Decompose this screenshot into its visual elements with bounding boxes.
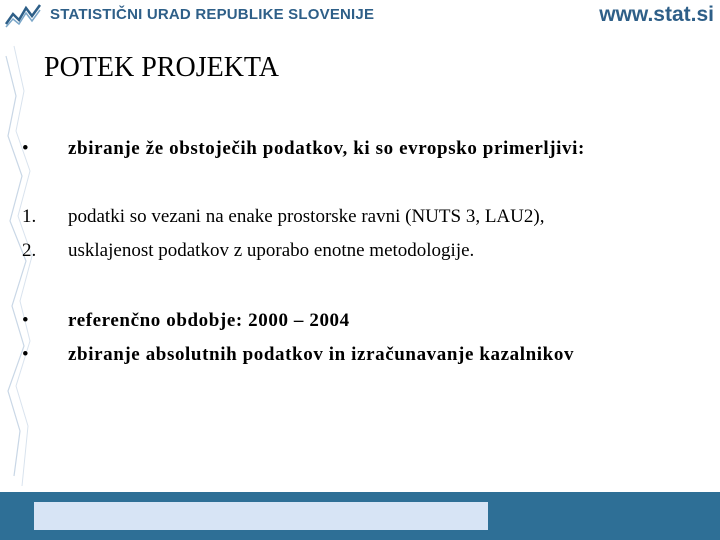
bullet-marker: •	[22, 138, 29, 159]
numbered-text: usklajenost podatkov z uporabo enotne metodologije.	[68, 240, 475, 261]
footer-box	[34, 502, 488, 530]
bullet-item-1	[0, 132, 720, 166]
bullet-text: referenčno obdobje: 2000 – 2004	[68, 310, 350, 331]
number-marker: 1.	[22, 206, 37, 227]
numbered-text: podatki so vezani na enake prostorske ravni (NUTS 3, LAU2),	[68, 206, 545, 227]
bullet-text: zbiranje že obstoječih podatkov, ki so evropsko primerljivi:	[68, 138, 585, 159]
bullet-marker: •	[22, 344, 29, 365]
bullet-text: zbiranje absolutnih podatkov in izračunavanje kazalnikov	[68, 344, 575, 365]
org-name: STATISTIČNI URAD REPUBLIKE SLOVENIJE	[50, 6, 375, 23]
numbered-item-2	[0, 234, 720, 268]
bullet-item-2	[0, 304, 720, 338]
logo-icon	[4, 2, 44, 28]
header	[0, 0, 720, 32]
number-marker: 2.	[22, 240, 37, 261]
bullet-marker: •	[22, 310, 29, 331]
bullet-item-3	[0, 338, 720, 372]
slide-title: POTEK PROJEKTA	[44, 52, 279, 83]
website-link[interactable]: www.stat.si	[599, 3, 714, 26]
numbered-item-1	[0, 200, 720, 234]
